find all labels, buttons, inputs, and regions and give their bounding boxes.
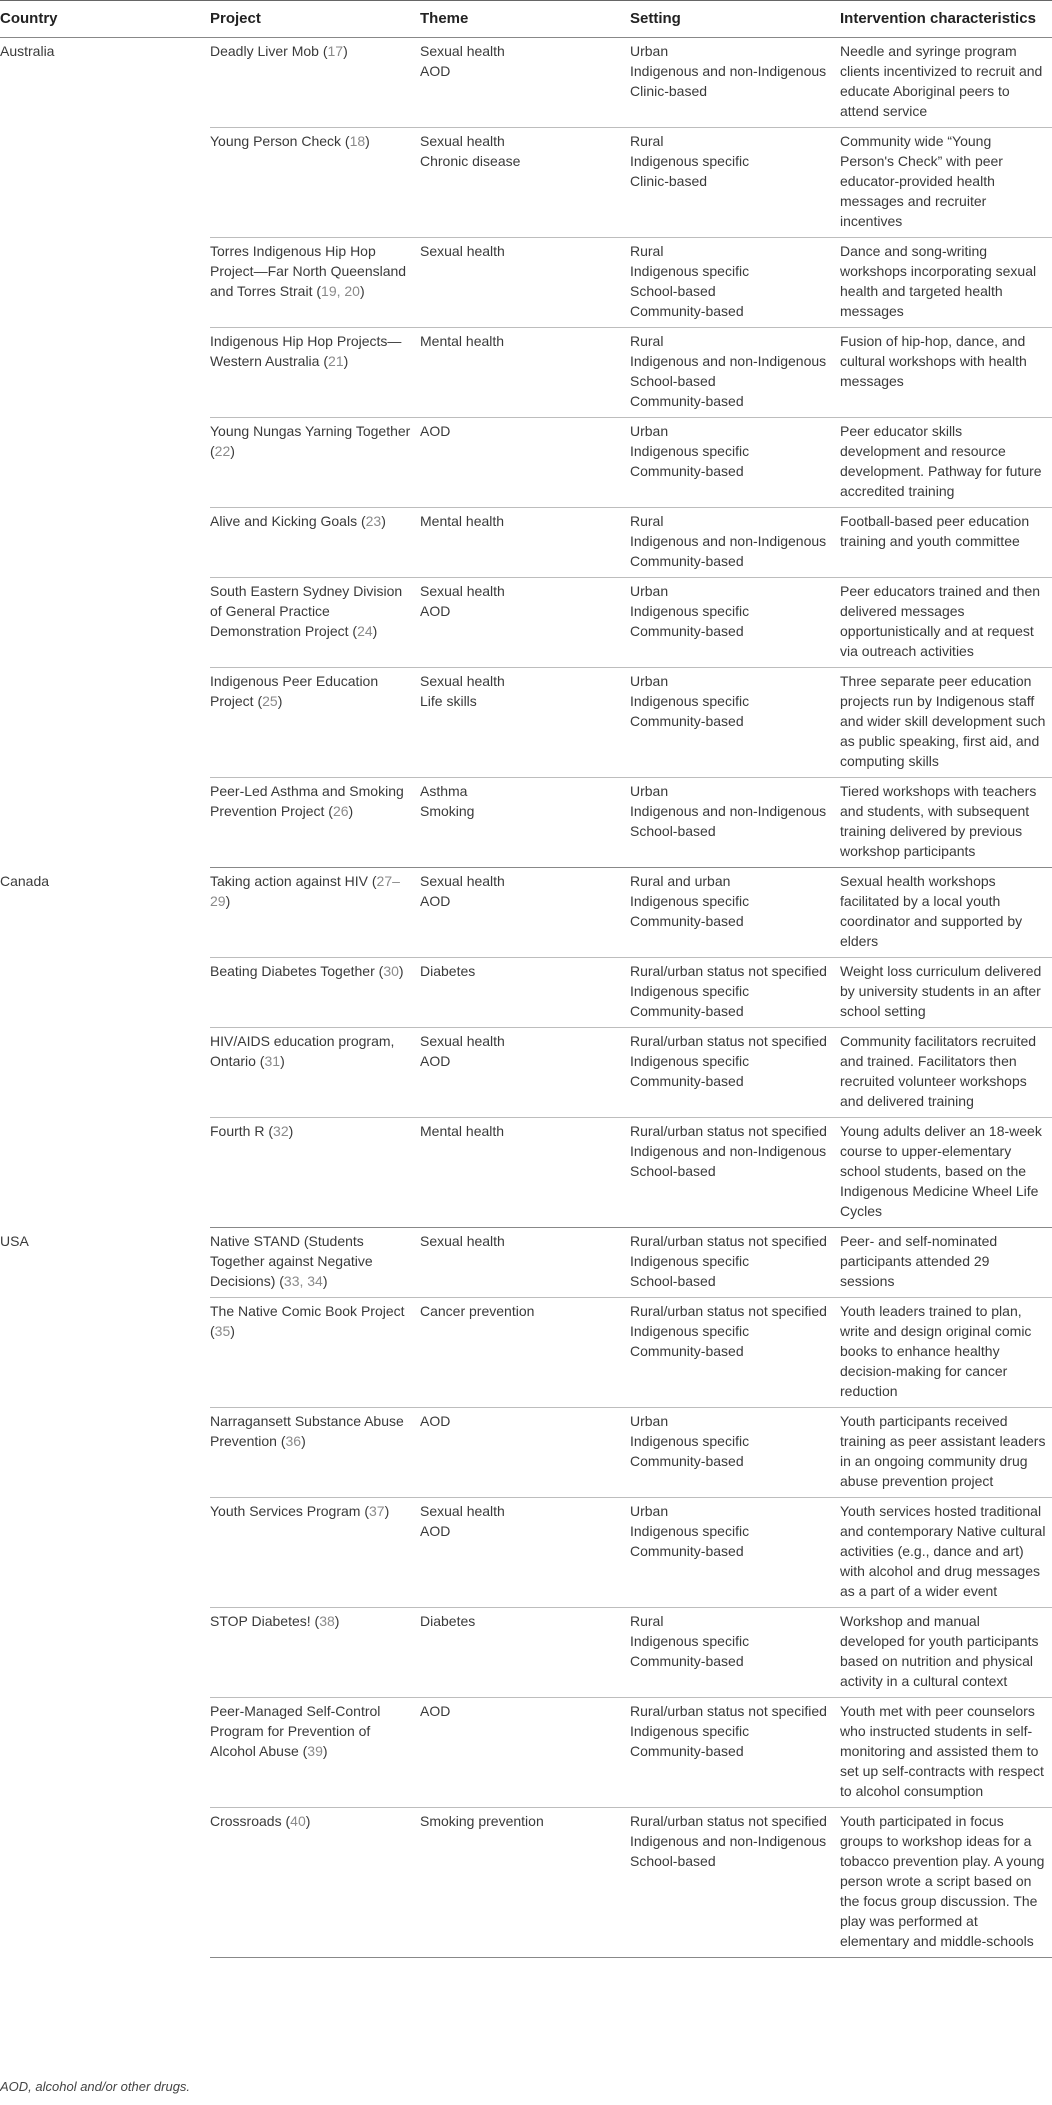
reference-link[interactable]: 24 xyxy=(357,623,373,639)
setting-item: Urban xyxy=(630,1413,669,1429)
setting-item: Community-based xyxy=(630,1653,744,1669)
setting-item: Rural/urban status not specified xyxy=(630,1123,827,1139)
setting-item: Community-based xyxy=(630,303,744,319)
setting-item: Rural/urban status not specified xyxy=(630,963,827,979)
setting-item: Indigenous specific xyxy=(630,443,750,459)
setting-item: Indigenous specific xyxy=(630,983,750,999)
setting-item: Rural xyxy=(630,333,664,349)
setting-item: Community-based xyxy=(630,1343,744,1359)
setting-item: Urban xyxy=(630,43,669,59)
reference-link[interactable]: 39 xyxy=(307,1743,323,1759)
reference-link[interactable]: 37 xyxy=(369,1503,385,1519)
theme-cell xyxy=(420,1298,630,1408)
reference-link[interactable]: 21 xyxy=(328,353,344,369)
reference-link[interactable]: 31 xyxy=(264,1053,281,1069)
setting-cell xyxy=(630,1608,840,1698)
setting-item: Rural/urban status not specified xyxy=(630,1233,827,1249)
theme-cell xyxy=(420,1608,630,1698)
setting-cell xyxy=(630,578,840,668)
project-cell: Native STAND (Students Together against Negative Decisions) (33, 34) xyxy=(210,1228,420,1298)
setting-item: School-based xyxy=(630,373,716,389)
theme-cell xyxy=(420,868,630,958)
intervention-cell: Youth met with peer counselors who instructed students in self-monitoring and assisted them to set up self-contracts with respect to alcohol consumption xyxy=(840,1698,1052,1808)
theme-cell xyxy=(420,1698,630,1808)
project-name: Young Nungas Yarning Together xyxy=(210,423,411,439)
setting-item: Urban xyxy=(630,423,669,439)
setting-item: Indigenous and non-Indigenous xyxy=(630,353,827,369)
reference-link[interactable]: 33, 34 xyxy=(283,1273,323,1289)
setting-cell xyxy=(630,1228,840,1298)
theme-cell xyxy=(420,578,630,668)
project-cell: Peer-Managed Self-Control Program for Prevention of Alcohol Abuse (39) xyxy=(210,1698,420,1808)
theme-cell xyxy=(420,508,630,578)
project-cell: Fourth R (32) xyxy=(210,1118,420,1228)
setting-item: School-based xyxy=(630,1853,716,1869)
setting-item: Indigenous specific xyxy=(630,153,750,169)
setting-item: Community-based xyxy=(630,553,744,569)
setting-cell xyxy=(630,668,840,778)
theme-item: Diabetes xyxy=(420,1613,476,1629)
theme-cell xyxy=(420,328,630,418)
theme-item: Cancer prevention xyxy=(420,1303,535,1319)
project-cell: Indigenous Hip Hop Projects—Western Australia (21) xyxy=(210,328,420,418)
project-cell: Young Person Check (18) xyxy=(210,128,420,238)
theme-item: Mental health xyxy=(420,1123,505,1139)
theme-item: Sexual health xyxy=(420,43,505,59)
intervention-cell: Tiered workshops with teachers and students, with subsequent training delivered by previous workshop participants xyxy=(840,778,1052,868)
project-cell: Beating Diabetes Together (30) xyxy=(210,958,420,1028)
setting-cell xyxy=(630,238,840,328)
theme-item: AOD xyxy=(420,1053,451,1069)
reference-link[interactable]: 30 xyxy=(383,963,399,979)
project-cell: Narragansett Substance Abuse Prevention (36) xyxy=(210,1408,420,1498)
project-name: South Eastern Sydney Division of General Practice Demonstration Project xyxy=(210,583,403,639)
setting-item: Rural xyxy=(630,1613,664,1629)
theme-item: Asthma xyxy=(420,783,468,799)
theme-cell xyxy=(420,1498,630,1608)
setting-item: Community-based xyxy=(630,1743,744,1759)
theme-item: Smoking xyxy=(420,803,475,819)
setting-cell xyxy=(630,778,840,868)
setting-item: Rural/urban status not specified xyxy=(630,1703,827,1719)
theme-item: Chronic disease xyxy=(420,153,521,169)
project-name: HIV/AIDS education program, Ontario xyxy=(210,1033,395,1069)
country-cell: Australia xyxy=(0,43,55,59)
reference-link[interactable]: 18 xyxy=(349,133,366,149)
setting-item: Community-based xyxy=(630,623,744,639)
theme-cell xyxy=(420,1028,630,1118)
intervention-cell: Peer- and self-nominated participants attended 29 sessions xyxy=(840,1228,1052,1298)
setting-cell xyxy=(630,1698,840,1808)
theme-cell xyxy=(420,1118,630,1228)
setting-item: Urban xyxy=(630,783,669,799)
setting-item: Rural and urban xyxy=(630,873,731,889)
reference-link[interactable]: 22 xyxy=(214,443,231,459)
intervention-cell: Workshop and manual developed for youth participants based on nutrition and physical activity in a cultural context xyxy=(840,1608,1052,1698)
setting-item: Rural/urban status not specified xyxy=(630,1813,827,1829)
setting-item: Indigenous and non-Indigenous xyxy=(630,63,827,79)
setting-item: Community-based xyxy=(630,1543,744,1559)
theme-cell xyxy=(420,668,630,778)
header-country: Country xyxy=(0,1,210,38)
setting-item: Urban xyxy=(630,1503,669,1519)
reference-link[interactable]: 25 xyxy=(262,693,278,709)
setting-cell xyxy=(630,508,840,578)
theme-item: Mental health xyxy=(420,513,505,529)
setting-item: Community-based xyxy=(630,713,744,729)
project-name: Young Person Check xyxy=(210,133,342,149)
setting-item: Indigenous specific xyxy=(630,603,750,619)
project-cell: Taking action against HIV (27–29) xyxy=(210,868,420,958)
setting-cell xyxy=(630,868,840,958)
project-name: Peer-Led Asthma and Smoking Prevention Project xyxy=(210,783,404,819)
setting-item: Rural xyxy=(630,133,664,149)
table-row xyxy=(0,1228,1052,1298)
reference-link[interactable]: 27–29 xyxy=(210,873,400,909)
theme-item: Sexual health xyxy=(420,1233,505,1249)
theme-item: AOD xyxy=(420,423,451,439)
project-name: Torres Indigenous Hip Hop Project—Far North Queensland and Torres Strait xyxy=(210,243,407,299)
intervention-cell: Needle and syringe program clients incentivized to recruit and educate Aboriginal peers to attend service xyxy=(840,38,1052,128)
header-project: Project xyxy=(210,1,420,38)
theme-item: AOD xyxy=(420,603,451,619)
intervention-cell: Community facilitators recruited and trained. Facilitators then recruited volunteer workshops and delivered training xyxy=(840,1028,1052,1118)
reference-link[interactable]: 26 xyxy=(332,803,349,819)
setting-item: School-based xyxy=(630,1163,716,1179)
setting-cell xyxy=(630,1498,840,1608)
setting-item: Indigenous and non-Indigenous xyxy=(630,1833,827,1849)
project-name: Native STAND (Students Together against Negative Decisions) xyxy=(210,1233,373,1289)
intervention-cell: Sexual health workshops facilitated by a local youth coordinator and supported by elders xyxy=(840,868,1052,958)
country-cell: Canada xyxy=(0,872,50,889)
theme-item: AOD xyxy=(420,63,451,79)
theme-item: Sexual health xyxy=(420,133,505,149)
theme-item: Sexual health xyxy=(420,873,505,889)
setting-item: Indigenous specific xyxy=(630,1723,750,1739)
project-cell: Young Nungas Yarning Together (22) xyxy=(210,418,420,508)
setting-cell xyxy=(630,328,840,418)
theme-cell xyxy=(420,1808,630,1958)
setting-item: Indigenous and non-Indigenous xyxy=(630,533,827,549)
intervention-cell: Youth participants received training as peer assistant leaders in an ongoing community drug abuse prevention project xyxy=(840,1408,1052,1498)
setting-item: Rural/urban status not specified xyxy=(630,1303,827,1319)
setting-cell xyxy=(630,1408,840,1498)
table-row xyxy=(0,868,1052,958)
reference-link[interactable]: 23 xyxy=(365,513,382,529)
setting-item: Rural/urban status not specified xyxy=(630,1033,827,1049)
setting-item: Community-based xyxy=(630,463,744,479)
project-cell: Deadly Liver Mob (17) xyxy=(210,38,420,128)
setting-item: Community-based xyxy=(630,1003,744,1019)
project-cell: Peer-Led Asthma and Smoking Prevention Project (26) xyxy=(210,778,420,868)
setting-item: Indigenous and non-Indigenous xyxy=(630,1143,827,1159)
project-cell: HIV/AIDS education program, Ontario (31) xyxy=(210,1028,420,1118)
setting-cell xyxy=(630,958,840,1028)
intervention-cell: Peer educator skills development and resource development. Pathway for future accredited training xyxy=(840,418,1052,508)
setting-item: Community-based xyxy=(630,913,744,929)
intervention-cell: Youth services hosted traditional and contemporary Native cultural activities (e.g., dance and art) with alcohol and drug messages as a part of a wider event xyxy=(840,1498,1052,1608)
setting-item: Indigenous and non-Indigenous xyxy=(630,803,827,819)
setting-item: School-based xyxy=(630,283,716,299)
project-name: The Native Comic Book Project xyxy=(210,1303,405,1319)
country-cell: USA xyxy=(0,1232,29,1249)
intervention-cell: Peer educators trained and then delivered messages opportunistically and at request via outreach activities xyxy=(840,578,1052,668)
project-name: Indigenous Peer Education Project xyxy=(210,673,379,709)
project-cell: South Eastern Sydney Division of General Practice Demonstration Project (24) xyxy=(210,578,420,668)
reference-link[interactable]: 36 xyxy=(285,1433,302,1449)
project-name: Taking action against HIV xyxy=(210,873,368,889)
setting-item: Community-based xyxy=(630,393,744,409)
setting-item: Indigenous specific xyxy=(630,1253,750,1269)
theme-item: Life skills xyxy=(420,693,477,709)
setting-item: Indigenous specific xyxy=(630,1523,750,1539)
project-name: STOP Diabetes! xyxy=(210,1613,311,1629)
table-row xyxy=(0,38,1052,128)
intervention-cell: Community wide “Young Person's Check” with peer educator-provided health messages and recruiter incentives xyxy=(840,128,1052,238)
setting-item: Indigenous specific xyxy=(630,693,750,709)
setting-item: Community-based xyxy=(630,1073,744,1089)
project-cell: The Native Comic Book Project (35) xyxy=(210,1298,420,1408)
theme-item: Smoking prevention xyxy=(420,1813,544,1829)
project-name: Indigenous Hip Hop Projects—Western Australia xyxy=(210,333,402,369)
setting-item: Clinic-based xyxy=(630,83,708,99)
project-cell: Indigenous Peer Education Project (25) xyxy=(210,668,420,778)
theme-cell xyxy=(420,1408,630,1498)
intervention-cell: Weight loss curriculum delivered by university students in an after school setting xyxy=(840,958,1052,1028)
theme-item: Sexual health xyxy=(420,583,505,599)
reference-link[interactable]: 35 xyxy=(214,1323,231,1339)
theme-item: Sexual health xyxy=(420,673,505,689)
reference-link[interactable]: 32 xyxy=(273,1123,289,1139)
theme-cell xyxy=(420,38,630,128)
theme-cell xyxy=(420,778,630,868)
project-cell: Torres Indigenous Hip Hop Project—Far North Queensland and Torres Strait (19, 20) xyxy=(210,238,420,328)
setting-item: Indigenous specific xyxy=(630,1323,750,1339)
project-name: Beating Diabetes Together xyxy=(210,963,375,979)
setting-item: Urban xyxy=(630,673,669,689)
setting-item: Indigenous specific xyxy=(630,893,750,909)
setting-item: School-based xyxy=(630,823,716,839)
theme-item: AOD xyxy=(420,1413,451,1429)
project-name: Narragansett Substance Abuse Prevention xyxy=(210,1413,404,1449)
project-cell: Alive and Kicking Goals (23) xyxy=(210,508,420,578)
project-name: Peer-Managed Self-Control Program for Prevention of Alcohol Abuse xyxy=(210,1703,381,1759)
reference-link[interactable]: 40 xyxy=(290,1813,306,1829)
intervention-cell: Young adults deliver an 18-week course to upper-elementary school students, based on the Indigenous Medicine Wheel Life Cycles xyxy=(840,1118,1052,1228)
header-theme: Theme xyxy=(420,1,630,38)
setting-item: Indigenous specific xyxy=(630,1433,750,1449)
header-row xyxy=(0,1,1052,38)
setting-cell xyxy=(630,1298,840,1408)
header-setting: Setting xyxy=(630,1,840,38)
setting-item: Rural xyxy=(630,243,664,259)
project-cell: Crossroads (40) xyxy=(210,1808,420,1958)
setting-item: Rural xyxy=(630,513,664,529)
setting-item: School-based xyxy=(630,1273,716,1289)
header-intervention: Intervention characteristics xyxy=(840,1,1052,38)
reference-link[interactable]: 38 xyxy=(319,1613,335,1629)
theme-cell xyxy=(420,418,630,508)
setting-item: Clinic-based xyxy=(630,173,708,189)
reference-link[interactable]: 19, 20 xyxy=(321,283,360,299)
table-body xyxy=(0,38,1052,1958)
intervention-cell: Dance and song-writing workshops incorporating sexual health and targeted health messages xyxy=(840,238,1052,328)
project-name: Youth Services Program xyxy=(210,1503,361,1519)
setting-item: Indigenous specific xyxy=(630,1633,750,1649)
project-name: Crossroads xyxy=(210,1813,282,1829)
theme-cell xyxy=(420,128,630,238)
theme-item: Sexual health xyxy=(420,243,505,259)
theme-item: AOD xyxy=(420,893,451,909)
setting-cell xyxy=(630,1118,840,1228)
setting-cell xyxy=(630,38,840,128)
intervention-cell: Fusion of hip-hop, dance, and cultural workshops with health messages xyxy=(840,328,1052,418)
theme-item: Diabetes xyxy=(420,963,476,979)
intervention-cell: Youth leaders trained to plan, write and design original comic books to enhance healthy decision-making for cancer reduction xyxy=(840,1298,1052,1408)
setting-cell xyxy=(630,1028,840,1118)
reference-link[interactable]: 17 xyxy=(327,43,344,59)
project-cell: STOP Diabetes! (38) xyxy=(210,1608,420,1698)
setting-cell xyxy=(630,128,840,238)
project-name: Alive and Kicking Goals xyxy=(210,513,358,529)
intervention-cell: Football-based peer education training and youth committee xyxy=(840,508,1052,578)
setting-item: Indigenous specific xyxy=(630,263,750,279)
intervention-cell: Youth participated in focus groups to workshop ideas for a tobacco prevention play. A young person wrote a script based on the focus group discussion. The play was performed at elementary and middle-schools xyxy=(840,1808,1052,1958)
theme-item: Mental health xyxy=(420,333,505,349)
theme-item: Sexual health xyxy=(420,1033,505,1049)
intervention-cell: Three separate peer education projects run by Indigenous staff and wider skill development such as public speaking, first aid, and computing skills xyxy=(840,668,1052,778)
setting-cell xyxy=(630,1808,840,1958)
project-cell: Youth Services Program (37) xyxy=(210,1498,420,1608)
theme-item: AOD xyxy=(420,1703,451,1719)
setting-item: Indigenous specific xyxy=(630,1053,750,1069)
setting-item: Urban xyxy=(630,583,669,599)
setting-cell xyxy=(630,418,840,508)
project-name: Deadly Liver Mob xyxy=(210,43,319,59)
theme-item: AOD xyxy=(420,1523,451,1539)
theme-item: Sexual health xyxy=(420,1503,505,1519)
theme-cell xyxy=(420,238,630,328)
theme-cell xyxy=(420,958,630,1028)
table-footnote: AOD, alcohol and/or other drugs. xyxy=(0,2079,191,2094)
setting-item: Community-based xyxy=(630,1453,744,1469)
project-name: Fourth R xyxy=(210,1123,265,1139)
theme-cell xyxy=(420,1228,630,1298)
